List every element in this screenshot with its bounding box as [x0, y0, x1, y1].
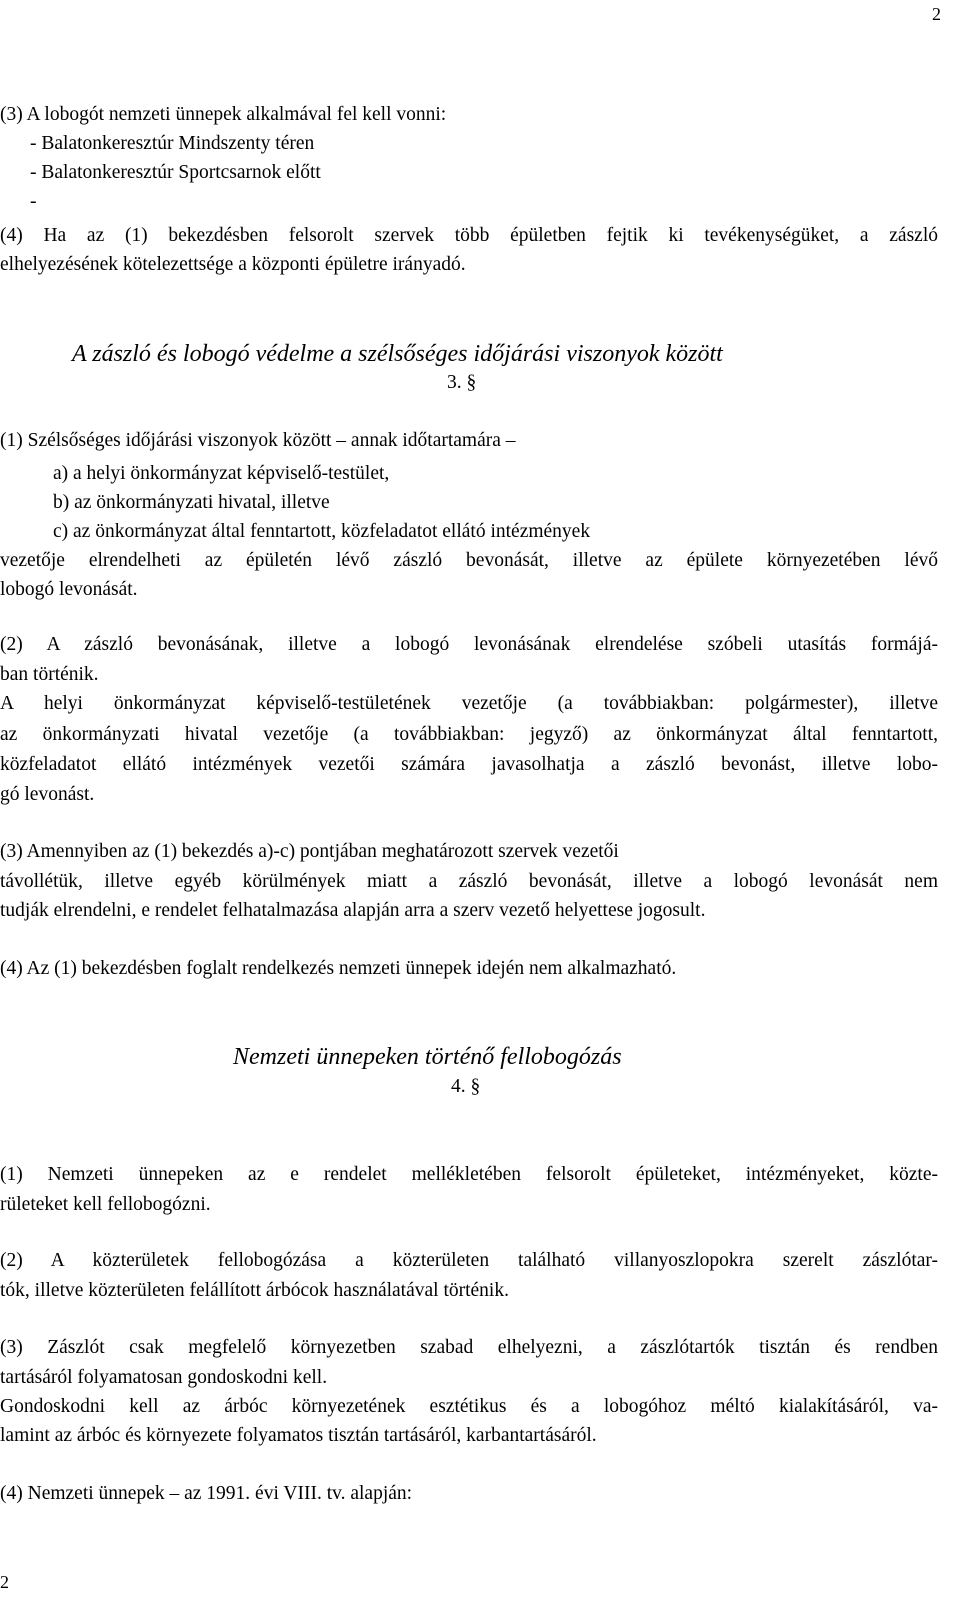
sec4-p3-line: (3) Zászlót csak megfelelő környezetben szabad elhelyezni, a zászlótartók tisztán és rendben: [0, 1337, 938, 1358]
sec4-p3b-line: lamint az árbóc és környezete folyamatos tisztán tartásáról, karbantartásáról.: [0, 1425, 597, 1446]
sec3-p3-line: távollétük, illetve egyéb körülmények miatt a zászló bevonását, illetve a lobogó levonását nem: [0, 871, 938, 892]
sec3-p1-line: vezetője elrendelheti az épületén lévő zászló bevonását, illetve az épülete környezetében lévő: [0, 550, 938, 571]
sec3-p2b-line: az önkormányzati hivatal vezetője (a továbbiakban: jegyző) az önkormányzat által fenntartott,: [0, 724, 938, 745]
section-3-heading: A zászló és lobogó védelme a szélsőséges időjárási viszonyok között: [72, 341, 723, 367]
sec3-p2b-line: gó levonást.: [0, 784, 95, 805]
sec4-p2-line: (2) A közterületek fellobogózása a közterületen található villanyoszlopokra szerelt zászlótar-: [0, 1250, 938, 1271]
sec3-p3-line: tudják elrendelni, e rendelet felhatalmazása alapján arra a szerv vezető helyettese jogosult.: [0, 900, 706, 921]
sec4-p3b-line: Gondoskodni kell az árbóc környezetének esztétikus és a lobogóhoz méltó kialakításáról, va-: [0, 1396, 938, 1417]
bullet-item: - Balatonkeresztúr Mindszenty téren: [30, 133, 315, 154]
sec3-p2b-line: közfeladatot ellátó intézmények vezetői számára javasolhatja a zászló bevonást, illetve lobo-: [0, 754, 938, 775]
sec3-p2-line: ban történik.: [0, 664, 99, 685]
sec3-p4: (4) Az (1) bekezdésben foglalt rendelkezés nemzeti ünnepek idején nem alkalmazható.: [0, 958, 677, 979]
sec4-p1-line: (1) Nemzeti ünnepeken az e rendelet mellékletében felsorolt épületeket, intézményeket, közte-: [0, 1164, 938, 1185]
sec4-p2-line: tók, illetve közterületen felállított árbócok használatával történik.: [0, 1280, 509, 1301]
sec3-p1-item: a) a helyi önkormányzat képviselő-testület,: [53, 463, 390, 484]
bullet-item: - Balatonkeresztúr Sportcsarnok előtt: [30, 162, 321, 183]
paragraph-4-line: elhelyezésének kötelezettsége a központi épületre irányadó.: [0, 254, 466, 275]
section-4-heading: Nemzeti ünnepeken történő fellobogózás: [233, 1044, 622, 1070]
page-number-bottom: 2: [0, 1572, 9, 1592]
sec3-p2-line: (2) A zászló bevonásának, illetve a lobogó levonásának elrendelése szóbeli utasítás formájá-: [0, 634, 938, 655]
sec4-p4: (4) Nemzeti ünnepek – az 1991. évi VIII. tv. alapján:: [0, 1483, 413, 1504]
sec3-p1-intro: (1) Szélsőséges időjárási viszonyok között – annak időtartamára –: [0, 430, 516, 451]
sec3-p1-item: c) az önkormányzat által fenntartott, közfeladatot ellátó intézmények: [53, 521, 591, 542]
sec3-p2b-line: A helyi önkormányzat képviselő-testületének vezetője (a továbbiakban: polgármester), illetve: [0, 693, 938, 714]
section-4-number: 4. §: [451, 1076, 481, 1097]
paragraph-4-line: (4) Ha az (1) bekezdésben felsorolt szervek több épületben fejtik ki tevékenységüket, a zászló: [0, 225, 938, 246]
bullet-item: -: [30, 191, 37, 212]
sec3-p1-line: lobogó levonását.: [0, 579, 138, 600]
paragraph-3-intro: (3) A lobogót nemzeti ünnepek alkalmával fel kell vonni:: [0, 104, 447, 125]
section-3-number: 3. §: [447, 372, 477, 393]
page-number-top: 2: [932, 4, 941, 24]
sec3-p3-line: (3) Amennyiben az (1) bekezdés a)-c) pontjában meghatározott szervek vezetői: [0, 841, 619, 862]
sec4-p3-line: tartásáról folyamatosan gondoskodni kell.: [0, 1367, 328, 1388]
sec3-p1-item: b) az önkormányzati hivatal, illetve: [53, 492, 330, 513]
sec4-p1-line: rületeket kell fellobogózni.: [0, 1194, 211, 1215]
